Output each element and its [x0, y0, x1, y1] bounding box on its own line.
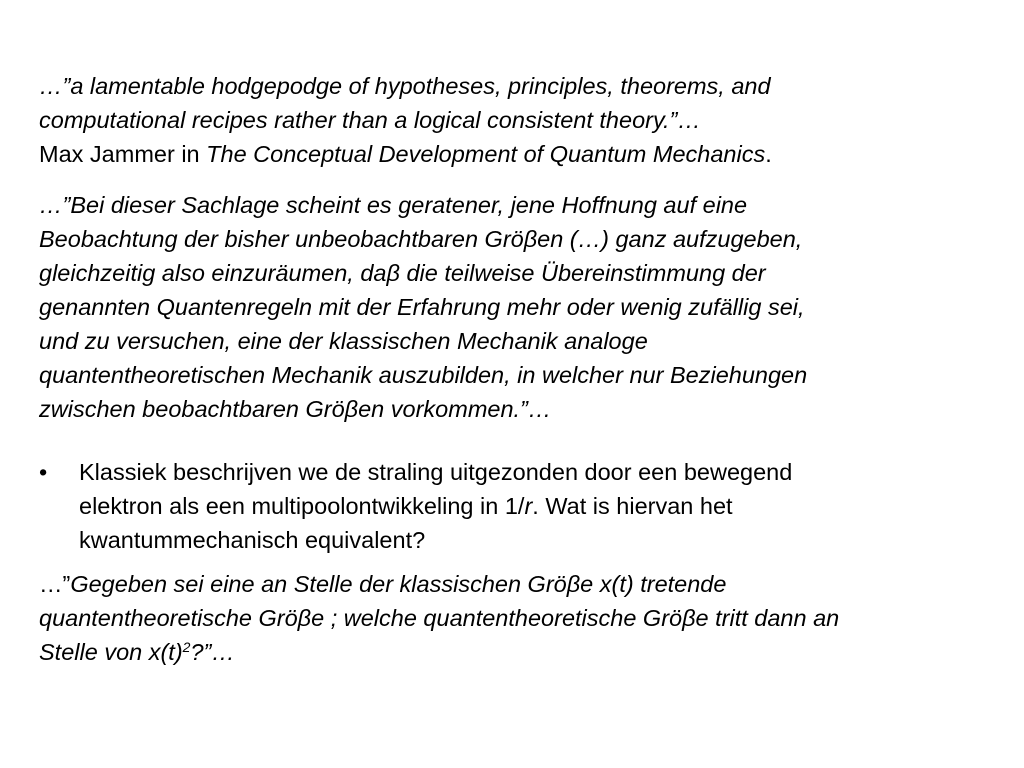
bullet-line-3: kwantummechanisch equivalent? [79, 527, 426, 553]
bullet-line-2 [79, 489, 1014, 523]
german-quote-line-6: quantentheoretischen Mechanik auszubilden, in welcher nur Beziehungen [39, 362, 808, 388]
bullet-line-1: Klassiek beschrijven we de straling uitgezonden door een bewegend [79, 459, 793, 485]
german-quote-line-5: und zu versuchen, eine der klassischen Mechanik analoge [39, 328, 648, 354]
quote-open-mark: …” [39, 571, 71, 597]
german-quote-line-3: gleichzeitig also einzuräumen, daβ die teilweise Übereinstimmung der [39, 260, 766, 286]
jammer-quote-line-2: computational recipes rather than a logical consistent theory.”… [39, 107, 701, 133]
heisenberg-quote-line-3-prefix: Stelle von x(t) [39, 639, 183, 665]
jammer-attribution [39, 137, 1014, 171]
attribution-suffix: . [765, 141, 772, 167]
heisenberg-quote [39, 567, 1014, 669]
heisenberg-quote-line-1-text: Gegeben sei eine an Stelle der klassischen Gröβe x(t) tretende [70, 571, 727, 597]
attribution-prefix: Max Jammer in [39, 141, 207, 167]
heisenberg-quote-line-2: quantentheoretische Gröβe ; welche quantentheoretische Gröβe tritt dann an [39, 605, 840, 631]
attribution-book-title: The Conceptual Development of Quantum Mechanics [206, 141, 766, 167]
heisenberg-quote-line-1 [39, 567, 1014, 601]
german-quote [39, 188, 1014, 426]
bullet-line-2-suffix: . Wat is hiervan het [532, 493, 733, 519]
bullet-item [39, 455, 1014, 557]
jammer-quote [39, 69, 1014, 171]
bullet-variable-r: r [524, 493, 533, 519]
jammer-quote-line-1: …”a lamentable hodgepodge of hypotheses, principles, theorems, and [39, 73, 771, 99]
heisenberg-quote-line-3 [39, 635, 1014, 669]
heisenberg-quote-line-3-suffix: ?”… [190, 639, 235, 665]
bullet-icon: • [39, 459, 48, 485]
superscript-exponent: 2 [182, 639, 191, 655]
german-quote-line-7: zwischen beobachtbaren Gröβen vorkommen.”… [39, 396, 552, 422]
bullet-list [39, 455, 1014, 557]
german-quote-line-2: Beobachtung der bisher unbeobachtbaren Gröβen (…) ganz aufzugeben, [39, 226, 803, 252]
german-quote-line-1: …”Bei dieser Sachlage scheint es geratener, jene Hoffnung auf eine [39, 192, 748, 218]
bullet-line-2-prefix: elektron als een multipoolontwikkeling in 1/ [79, 493, 525, 519]
german-quote-line-4: genannten Quantenregeln mit der Erfahrung mehr oder wenig zufällig sei, [39, 294, 805, 320]
